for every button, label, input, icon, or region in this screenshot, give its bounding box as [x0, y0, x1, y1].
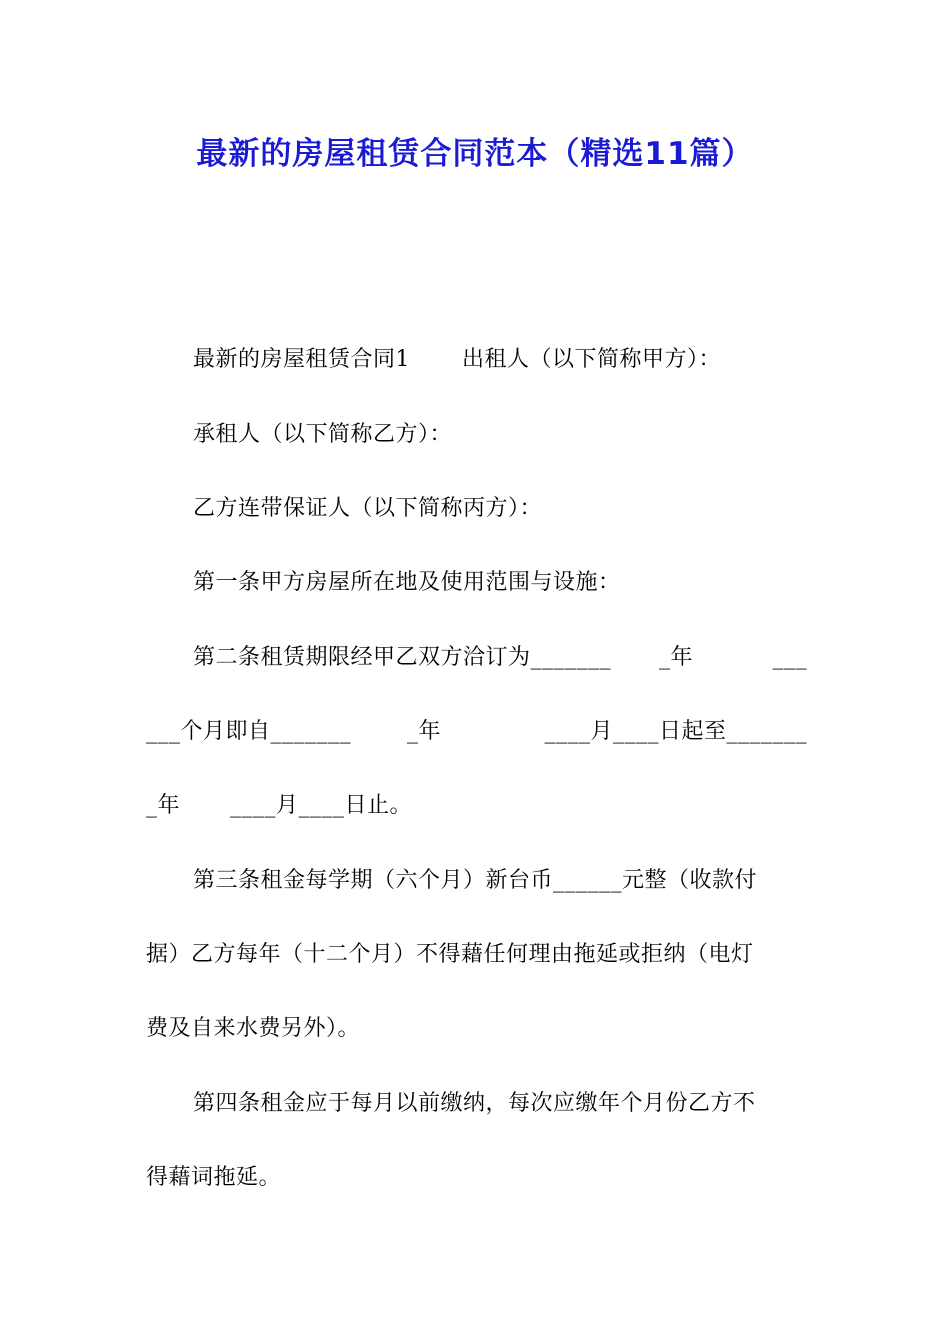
- lessor-label: 出租人（以下简称甲方）：: [462, 347, 722, 372]
- text-segment: ___: [772, 645, 807, 670]
- article-2-line-1: [193, 643, 807, 673]
- article-3-line-1: 第三条租金每学期（六个月）新台币______元整（收款付: [193, 868, 758, 893]
- text-segment: _年: [146, 793, 181, 818]
- lessee-label: 承租人（以下简称乙方）：: [193, 422, 453, 447]
- text-segment: _年: [659, 645, 694, 670]
- paragraph-line: [193, 345, 721, 375]
- article-4-line-2: 得藉词拖延。: [146, 1165, 282, 1190]
- text-segment: ___个月即自_______: [146, 719, 352, 744]
- article-2-line-2: [146, 717, 807, 747]
- text-segment: _年: [407, 719, 442, 744]
- article-1: 第一条甲方房屋所在地及使用范围与设施：: [193, 570, 621, 595]
- article-4-line-1: 第四条租金应于每月以前缴纳，每次应缴年个月份乙方不: [193, 1091, 756, 1116]
- article-2-line-3: [146, 791, 412, 821]
- guarantor-label: 乙方连带保证人（以下简称丙方）：: [193, 496, 543, 521]
- text-segment: 第二条租赁期限经甲乙双方洽订为_______: [193, 645, 612, 670]
- text-segment: ____月____日起至_______: [544, 719, 807, 744]
- article-3-line-2: 据）乙方每年（十二个月）不得藉任何理由拖延或拒纳（电灯: [146, 942, 754, 967]
- article-3-line-3: 费及自来水费另外）。: [146, 1016, 361, 1041]
- document-title: 最新的房屋租赁合同范本（精选11篇）: [196, 136, 754, 172]
- contract-heading: 最新的房屋租赁合同1: [193, 347, 410, 372]
- text-segment: ____月____日止。: [230, 793, 413, 818]
